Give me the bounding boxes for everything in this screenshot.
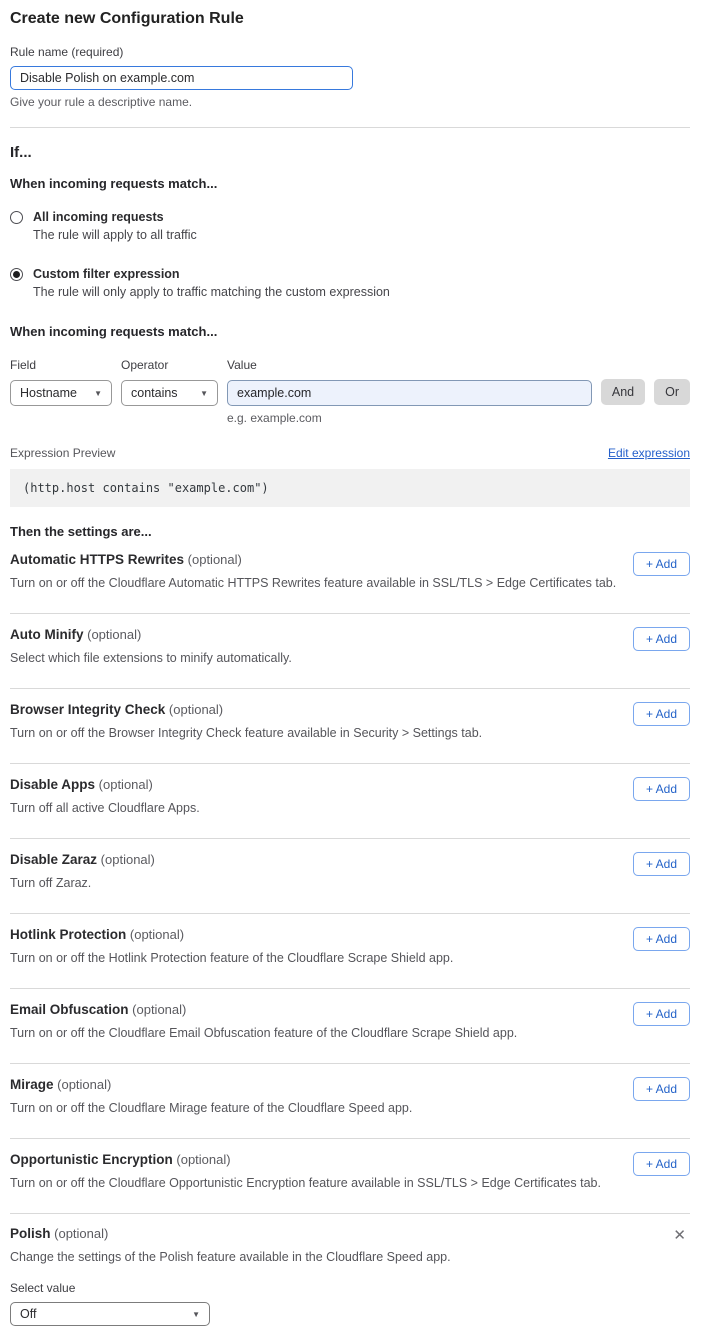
setting-row <box>10 1064 690 1139</box>
setting-name: Automatic HTTPS Rewrites <box>10 552 185 567</box>
operator-select[interactable] <box>121 380 218 406</box>
page-title: Create new Configuration Rule <box>10 10 244 27</box>
radio-all-incoming-description: The rule will apply to all traffic <box>33 228 197 242</box>
setting-description: Turn on or off the Cloudflare Automatic HTTPS Rewrites feature available in SSL/TLS > Edge Certificates tab. <box>10 576 617 590</box>
chevron-down-icon: ▼ <box>200 388 208 398</box>
radio-option-all-incoming[interactable] <box>10 210 690 242</box>
setting-row <box>10 914 690 989</box>
setting-row <box>10 539 690 614</box>
polish-select-value: Off <box>20 1307 37 1321</box>
and-button[interactable]: And <box>601 379 645 405</box>
setting-name: Email Obfuscation <box>10 1002 129 1017</box>
setting-description: Turn on or off the Cloudflare Mirage feature of the Cloudflare Speed app. <box>10 1101 413 1115</box>
setting-optional-tag: (optional) <box>187 552 242 567</box>
setting-name: Mirage <box>10 1077 54 1092</box>
field-label: Field <box>10 358 37 372</box>
builder-heading: When incoming requests match... <box>10 324 218 339</box>
polish-description: Change the settings of the Polish feature available in the Cloudflare Speed app. <box>10 1250 451 1264</box>
radio-custom-filter-description: The rule will only apply to traffic matching the custom expression <box>33 285 390 299</box>
or-button[interactable]: Or <box>654 379 690 405</box>
rule-name-group <box>10 45 690 109</box>
add-button[interactable]: + Add <box>633 1002 690 1026</box>
radio-all-incoming-label: All incoming requests <box>33 210 164 224</box>
field-select[interactable] <box>10 380 112 406</box>
setting-description: Turn on or off the Hotlink Protection feature of the Cloudflare Scrape Shield app. <box>10 951 454 965</box>
setting-row <box>10 614 690 689</box>
setting-name: Disable Zaraz <box>10 852 98 867</box>
setting-name: Hotlink Protection <box>10 927 127 942</box>
setting-optional-tag: (optional) <box>168 702 224 717</box>
setting-description: Turn on or off the Browser Integrity Check feature available in Security > Settings tab. <box>10 726 483 740</box>
setting-optional-tag: (optional) <box>57 1077 112 1092</box>
setting-optional-tag: (optional) <box>176 1152 231 1167</box>
setting-row <box>10 764 690 839</box>
polish-setting-row <box>10 1214 690 1326</box>
value-helper: e.g. example.com <box>227 411 322 425</box>
add-button[interactable]: + Add <box>633 702 690 726</box>
if-heading: If... <box>10 144 32 161</box>
setting-optional-tag: (optional) <box>87 627 142 642</box>
setting-description: Turn off Zaraz. <box>10 876 92 890</box>
section-divider <box>10 127 690 128</box>
radio-option-custom-filter[interactable] <box>10 267 690 299</box>
setting-name: Disable Apps <box>10 777 96 792</box>
radio-custom-filter[interactable] <box>10 268 23 281</box>
add-button[interactable]: + Add <box>633 1077 690 1101</box>
add-button[interactable]: + Add <box>633 552 690 576</box>
value-label: Value <box>227 358 257 372</box>
setting-description: Turn on or off the Cloudflare Opportunistic Encryption feature available in SSL/TLS > Edge Certificates tab. <box>10 1176 601 1190</box>
add-button[interactable]: + Add <box>633 627 690 651</box>
radio-custom-filter-label: Custom filter expression <box>33 267 180 281</box>
expression-preview-header <box>10 446 690 460</box>
setting-optional-tag: (optional) <box>100 852 155 867</box>
operator-select-value: contains <box>131 386 178 400</box>
setting-description: Select which file extensions to minify automatically. <box>10 651 292 665</box>
close-icon[interactable]: ✕ <box>673 1227 686 1244</box>
polish-optional-tag: (optional) <box>54 1226 109 1241</box>
setting-row <box>10 989 690 1064</box>
chevron-down-icon: ▼ <box>192 1309 200 1319</box>
polish-select-label: Select value <box>10 1281 76 1295</box>
value-input[interactable] <box>227 380 592 406</box>
chevron-down-icon: ▼ <box>94 388 102 398</box>
setting-row <box>10 689 690 764</box>
expression-preview-label: Expression Preview <box>10 446 116 460</box>
setting-row <box>10 1139 690 1214</box>
setting-description: Turn off all active Cloudflare Apps. <box>10 801 200 815</box>
expression-builder-row <box>10 358 690 425</box>
setting-optional-tag: (optional) <box>129 927 185 942</box>
setting-row <box>10 839 690 914</box>
add-button[interactable]: + Add <box>633 1152 690 1176</box>
rule-name-label: Rule name (required) <box>10 45 124 59</box>
setting-optional-tag: (optional) <box>98 777 153 792</box>
polish-value-select[interactable] <box>10 1302 210 1326</box>
radio-all-incoming[interactable] <box>10 211 23 224</box>
setting-name: Auto Minify <box>10 627 84 642</box>
then-settings-heading: Then the settings are... <box>10 524 152 539</box>
match-heading: When incoming requests match... <box>10 176 218 191</box>
field-select-value: Hostname <box>20 386 77 400</box>
setting-name: Browser Integrity Check <box>10 702 166 717</box>
rule-name-helper: Give your rule a descriptive name. <box>10 95 193 109</box>
setting-optional-tag: (optional) <box>132 1002 187 1017</box>
add-button[interactable]: + Add <box>633 852 690 876</box>
add-button[interactable]: + Add <box>633 777 690 801</box>
add-button[interactable]: + Add <box>633 927 690 951</box>
expression-preview-code: (http.host contains "example.com") <box>10 469 690 507</box>
setting-name: Opportunistic Encryption <box>10 1152 173 1167</box>
polish-name: Polish <box>10 1226 51 1241</box>
settings-list <box>10 539 690 1214</box>
rule-name-input[interactable] <box>10 66 353 90</box>
edit-expression-link[interactable]: Edit expression <box>607 446 690 460</box>
operator-label: Operator <box>121 358 169 372</box>
setting-description: Turn on or off the Cloudflare Email Obfuscation feature of the Cloudflare Scrape Shield app. <box>10 1026 518 1040</box>
